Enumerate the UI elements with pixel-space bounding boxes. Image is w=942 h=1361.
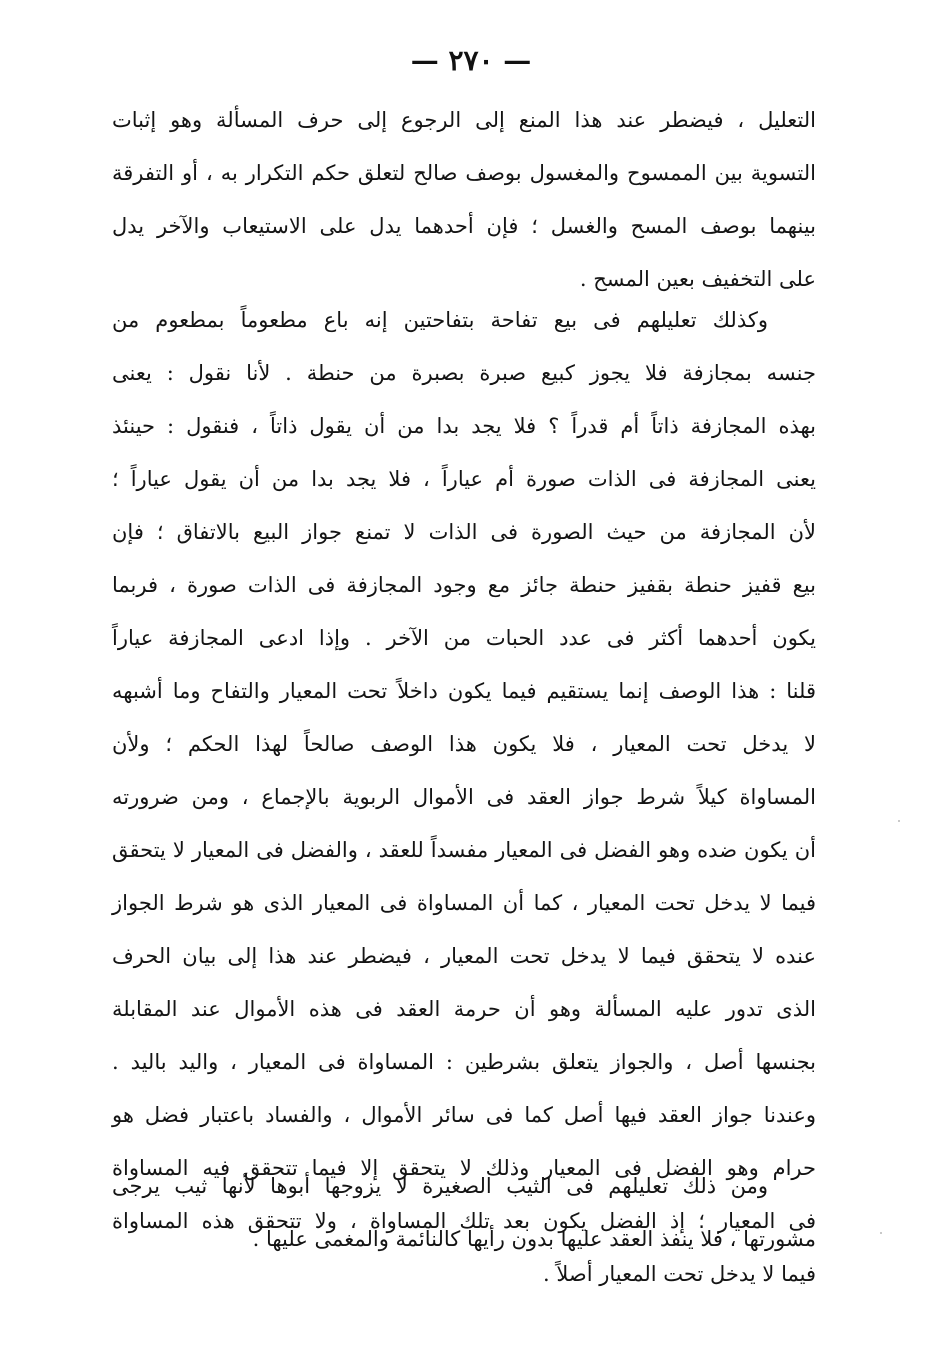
paragraph-1 — [112, 94, 816, 306]
text-line: يكون أحدهما أكثر فى عدد الحبات من الآخر . وإذا ادعى المجازفة عياراً — [112, 626, 816, 650]
text-line: فيما لا يدخل تحت المعيار ، كما أن المساواة فى المعيار الذى هو شرط الجواز — [112, 891, 816, 915]
text-line: فيما لا يدخل تحت المعيار أصلاً . — [543, 1262, 816, 1286]
text-line: التسوية بين الممسوح والمغسول بوصف صالح لتعلق حكم التكرار به ، أو التفرقة — [112, 161, 816, 185]
text-line: بيع قفيز حنطة بقفيز حنطة جائز مع وجود المجازفة فى الذات صورة ، فربما — [112, 573, 816, 597]
text-line: بجنسها أصل ، والجواز يتعلق بشرطين : المساواة فى المعيار ، واليد باليد . — [112, 1050, 816, 1074]
text-line: ومن ذلك تعليلهم فى الثيب الصغيرة لا يزوجها أبوها لأنها ثيب يرجى — [112, 1174, 768, 1198]
text-line: لا يدخل تحت المعيار ، فلا يكون هذا الوصف صالحاً لهذا الحكم ؛ ولأن — [112, 732, 816, 756]
text-line: وكذلك تعليلهم فى بيع تفاحة بتفاحتين إنه باع مطعوماً بمطعوم من — [112, 308, 768, 332]
text-line: على التخفيف بعين المسح . — [579, 267, 816, 291]
paper-speck — [880, 1232, 882, 1234]
text-line: الذى تدور عليه المسألة وهو أن حرمة العقد فى هذه الأموال عند المقابلة — [112, 997, 816, 1021]
text-line: بينهما بوصف المسح والغسل ؛ فإن أحدهما يدل على الاستيعاب والآخر يدل — [112, 214, 816, 238]
paragraph-3 — [112, 1160, 816, 1266]
page-number: — ٢٧٠ — — [410, 44, 532, 77]
text-line: لأن المجازفة من حيث الصورة فى الذات لا تمنع جواز البيع بالاتفاق ؛ فإن — [112, 520, 816, 544]
text-line: أن يكون ضده وهو الفضل فى المعيار مفسداً للعقد ، والفضل فى المعيار لا يتحقق — [112, 838, 816, 862]
text-line: عنده لا يتحقق فيما لا يدخل تحت المعيار ، فيضطر عند هذا إلى بيان الحرف — [112, 944, 816, 968]
text-line: مشورتها ، فلا ينفذ العقد عليها بدون رأيها كالنائمة والمغمى عليها . — [252, 1227, 816, 1251]
text-line: حرام وهو الفضل فى المعيار وذلك لا يتحقق إلا فيما تتحقق فيه المساواة — [112, 1156, 816, 1180]
text-line: يعنى المجازفة فى الذات صورة أم عياراً ، فلا يجد بدا من أن يقول عياراً ؛ — [112, 467, 816, 491]
paper-speck — [898, 820, 900, 822]
text-line: قلنا : هذا الوصف إنما يستقيم فيما يكون داخلاً تحت المعيار والتفاح وما أشبهه — [112, 679, 816, 703]
text-line: وعندنا جواز العقد فيها أصل كما فى سائر الأموال ، والفساد باعتبار فضل هو — [112, 1103, 816, 1127]
text-line: المساواة كيلاً شرط جواز العقد فى الأموال الربوية بالإجماع ، ومن ضرورته — [112, 785, 816, 809]
text-line: جنسه بمجازفة فلا يجوز كبيع صبرة بصبرة من حنطة . لأنا نقول : يعنى — [112, 361, 816, 385]
text-line: فى المعيار ؛ إذ الفضل يكون بعد تلك المساواة ، ولا تتحقق هذه المساواة — [112, 1209, 816, 1233]
paragraph-2 — [112, 294, 816, 1301]
text-line: بهذه المجازفة ذاتاً أم قدراً ؟ فلا يجد بدا من أن يقول ذاتاً ، فنقول : حينئذ — [112, 414, 816, 438]
text-line: التعليل ، فيضطر عند هذا المنع إلى الرجوع إلى حرف المسألة وهو إثبات — [112, 108, 816, 132]
